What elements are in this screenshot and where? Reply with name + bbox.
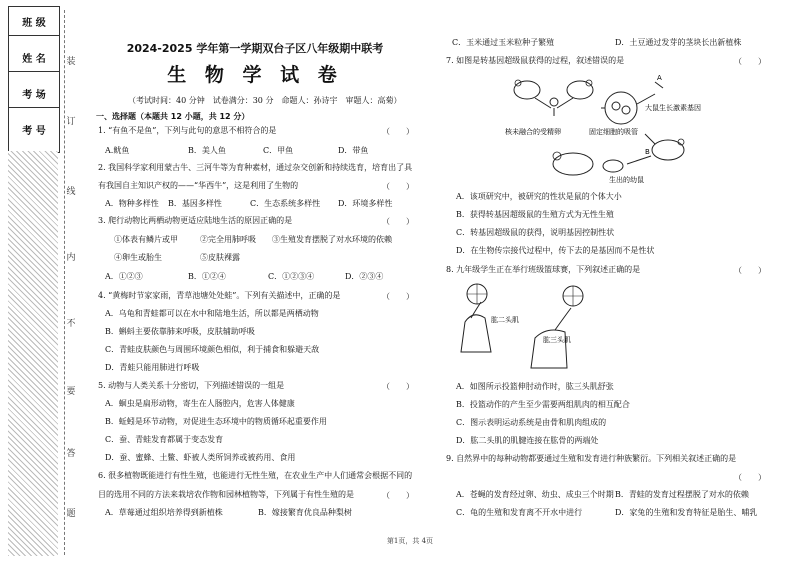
q7-option-a: A．该项研究中，被研究的性状是鼠的个体大小 bbox=[456, 192, 622, 201]
q5-option-c: C．蚕、青蛙发育都属于变态发育 bbox=[105, 435, 224, 444]
q7-option-b: B．获得转基因超级鼠的生殖方式为无性生殖 bbox=[456, 210, 614, 219]
q6-option-a: A．草莓通过组织培养得到新植株 bbox=[105, 508, 223, 517]
q4-option-a: A．乌龟和青蛙都可以在水中和陆地生活，所以都是两栖动物 bbox=[105, 309, 319, 318]
q7-option-c: C．转基因超级鼠的获得，说明基因控制性状 bbox=[456, 228, 615, 237]
q8-option-a: A．如图所示投篮伸肘动作时，肱三头肌舒张 bbox=[456, 382, 614, 391]
answer-paren: （ ） bbox=[734, 57, 766, 66]
q7-stem: 7. 如图是转基因超级鼠获得的过程，叙述错误的是 bbox=[446, 56, 625, 65]
q3-option-c: C．①②③④ bbox=[268, 272, 315, 281]
q5-option-d: D．蚕、蜜蜂、土鳖、虾被人类所饲养或被药用、食用 bbox=[105, 453, 296, 462]
q3-statement-3: ③生殖发育摆脱了对水环境的依赖 bbox=[272, 235, 392, 244]
section-heading: 一、选择题（本题共 12 小题，共 12 分） bbox=[96, 112, 250, 121]
q8-option-c: C．图示表明运动系统是由骨和肌肉组成的 bbox=[456, 418, 607, 427]
q6-option-b: B．嫁接繁育优良品种梨树 bbox=[258, 508, 352, 517]
margin-char: 要 bbox=[66, 387, 76, 397]
student-info-box bbox=[8, 6, 60, 153]
margin-char: 装 bbox=[66, 57, 76, 67]
label-gene: 大鼠生长激素基因 bbox=[645, 104, 701, 112]
exam-title: 2024-2025 学年第一学期双台子区八年级期中联考 bbox=[126, 42, 384, 55]
q6-stem-line2: 目的选用不同的方法来栽培农作物和园林植物等，下列属于有性生殖的是 bbox=[98, 490, 354, 499]
margin-char: 线 bbox=[66, 187, 76, 197]
q3-statement-2: ②完全用肺呼吸 bbox=[200, 235, 256, 244]
q8-option-d: D．肱二头肌的肌腱连接在肱骨的两端处 bbox=[456, 436, 599, 445]
q3-stem: 3. 爬行动物比两栖动物更适应陆地生活的原因正确的是 bbox=[98, 216, 293, 225]
margin-char: 不 bbox=[66, 319, 76, 329]
q1-option-b: B．美人鱼 bbox=[188, 146, 226, 155]
answer-paren: （ ） bbox=[382, 182, 414, 191]
answer-paren: （ ） bbox=[382, 491, 414, 500]
transgenic-mouse-figure bbox=[505, 68, 705, 186]
q1-stem: 1. “有鱼不是鱼”，下列与此句的意思不相符合的是 bbox=[98, 126, 277, 135]
margin-char: 题 bbox=[66, 509, 76, 519]
q9-option-b: B．青蛙的发育过程摆脱了对水的依赖 bbox=[615, 490, 749, 499]
answer-paren: （ ） bbox=[382, 217, 414, 226]
q3-statement-1: ①体表有鳞片或甲 bbox=[114, 235, 178, 244]
q1-option-d: D．带鱼 bbox=[338, 146, 369, 155]
label-a: A bbox=[657, 74, 662, 82]
page-number: 第1页，共 4页 bbox=[386, 537, 434, 545]
binding-line bbox=[64, 10, 65, 555]
q9-option-d: D．家兔的生殖和发育特征是胎生、哺乳 bbox=[615, 508, 758, 517]
answer-paren: （ ） bbox=[382, 382, 414, 391]
q5-stem: 5. 动物与人类关系十分密切，下列描述错误的一组是 bbox=[98, 381, 285, 390]
class-label: 班 级 bbox=[9, 7, 59, 36]
margin-char: 内 bbox=[66, 253, 76, 263]
q9-stem: 9. 自然界中的每种动物都要通过生殖和发育进行种族繁衍。下列相关叙述正确的是 bbox=[446, 454, 737, 463]
exam-meta: （考试时间：40 分钟 试卷满分：30 分 命题人：孙诗宇 审题人：高菊） bbox=[128, 96, 402, 105]
answer-paren: （ ） bbox=[734, 266, 766, 275]
label-nucleus-egg: 核未融合的受精卵 bbox=[505, 128, 561, 136]
margin-char: 答 bbox=[66, 449, 76, 459]
label-triceps: 肱三头肌 bbox=[543, 336, 571, 344]
label-biceps: 肱二头肌 bbox=[491, 316, 519, 324]
label-b: B bbox=[645, 148, 650, 156]
q2-option-c: C．生态系统多样性 bbox=[250, 199, 321, 208]
q2-stem-line2: 有我国自主知识产权的——“华西牛”，这是利用了生物的 bbox=[98, 181, 299, 190]
q2-option-b: B．基因多样性 bbox=[168, 199, 222, 208]
q9-option-c: C．龟的生殖和发育离不开水中进行 bbox=[456, 508, 583, 517]
q2-option-d: D．环境多样性 bbox=[338, 199, 393, 208]
exam-room-label: 考 场 bbox=[9, 79, 59, 108]
q6-option-d: D．土豆通过发芽的茎块长出新植株 bbox=[615, 38, 742, 47]
label-offspring: 生出的幼鼠 bbox=[609, 176, 644, 184]
q4-option-c: C．青蛙皮肤颜色与周围环境颜色相似，利于捕食和躲避天敌 bbox=[105, 345, 320, 354]
q1-option-a: A.鱿鱼 bbox=[105, 146, 130, 155]
q2-option-a: A．物种多样性 bbox=[105, 199, 159, 208]
q3-statement-4: ④卵生或胎生 bbox=[114, 253, 162, 262]
q4-option-b: B．蝌蚪主要依靠肺来呼吸，皮肤辅助呼吸 bbox=[105, 327, 255, 336]
answer-paren: （ ） bbox=[382, 292, 414, 301]
q4-option-d: D．青蛙只能用肺进行呼吸 bbox=[105, 363, 200, 372]
q8-option-b: B．投篮动作的产生至少需要两组肌肉的相互配合 bbox=[456, 400, 630, 409]
q7-option-d: D．在生物传宗接代过程中，传下去的是基因而不是性状 bbox=[456, 246, 655, 255]
q8-stem: 8. 九年级学生正在举行班级篮球赛，下列叙述正确的是 bbox=[446, 265, 641, 274]
q5-option-b: B．蚯蚓是环节动物，对促进生态环境中的物质循环起重要作用 bbox=[105, 417, 327, 426]
q2-stem-line1: 2. 我国科学家利用蒙古牛、三河牛等为育种素材，通过杂交创新和持续选育，培育出了具 bbox=[98, 163, 413, 172]
q5-option-a: A．蛔虫是扁形动物，寄生在人肠腔内，危害人体健康 bbox=[105, 399, 295, 408]
answer-paren: （ ） bbox=[382, 127, 414, 136]
q4-stem: 4. “黄梅时节家家雨，青草池塘处处蛙”。下列有关描述中，正确的是 bbox=[98, 291, 341, 300]
label-pipette: 固定细胞的吸管 bbox=[589, 128, 638, 136]
q6-stem-line1: 6. 很多植物既能进行有性生殖，也能进行无性生殖，在农业生产中人们通常会根据不同的 bbox=[98, 471, 413, 480]
q9-option-a: A．苍蝇的发育经过卵、幼虫、成虫三个时期 bbox=[456, 490, 614, 499]
q1-option-c: C．甲鱼 bbox=[263, 146, 294, 155]
subject-title: 生 物 学 试 卷 bbox=[167, 64, 343, 86]
answer-paren: （ ） bbox=[734, 473, 766, 482]
q6-option-c: C．玉米通过玉米粒种子繁殖 bbox=[452, 38, 555, 47]
q3-statement-5: ⑤皮肤裸露 bbox=[200, 253, 240, 262]
q3-option-b: B．①②④ bbox=[188, 272, 226, 281]
binding-hatch bbox=[8, 151, 58, 556]
exam-number-label: 考 号 bbox=[22, 125, 46, 137]
name-label: 姓 名 bbox=[9, 43, 59, 72]
margin-char: 订 bbox=[66, 117, 76, 127]
q3-option-a: A．①②③ bbox=[105, 272, 143, 281]
basketball-arm-figure bbox=[455, 282, 605, 372]
q3-option-d: D．②③④ bbox=[345, 272, 384, 281]
